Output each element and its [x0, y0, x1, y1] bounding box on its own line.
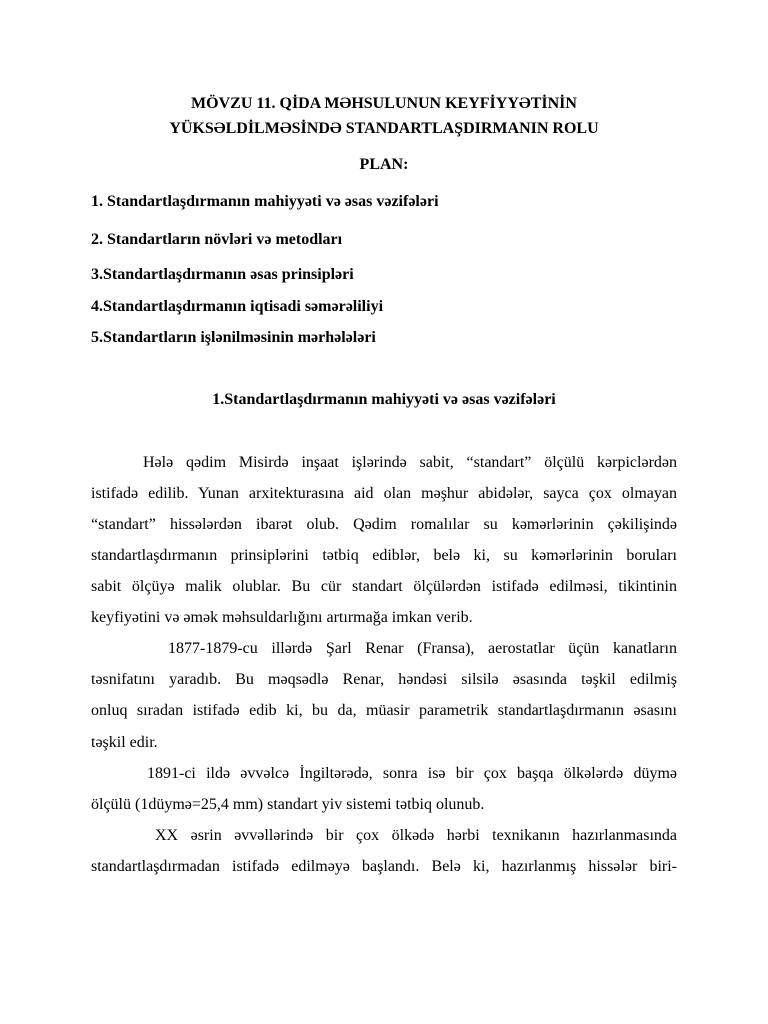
plan-item-5: 5.Standartların işlənilməsinin mərhələləri	[91, 329, 376, 346]
body-line: standartlaşdırmanın prinsiplərini tətbiq ediblər, belə ki, su kəmərlərinin boruları	[91, 547, 677, 564]
plan-item-2: 2. Standartların növləri və metodları	[91, 231, 343, 248]
body-line: onluq sıradan istifadə edib ki, bu da, müasir parametrik standartlaşdırmanın əsasını	[91, 702, 677, 719]
body-line: ölçülü (1düymə=25,4 mm) standart yiv sistemi tətbiq olunub.	[91, 796, 485, 813]
document-title-line-2: YÜKSƏLDİLMƏSİNDƏ STANDARTLAŞDIRMANIN ROLU	[169, 120, 599, 137]
plan-item-3: 3.Standartlaşdırmanın əsas prinsipləri	[91, 266, 354, 283]
body-line: təşkil edir.	[91, 734, 158, 751]
body-line: 1877-1879-cu illərdə Şarl Renar (Fransa), aerostatlar üçün kanatların	[168, 640, 677, 657]
body-line: “standart” hissələrdən ibarət olub. Qədim romalılar su kəmərlərinin çəkilişində	[91, 516, 677, 533]
section-heading: 1.Standartlaşdırmanın mahiyyəti və əsas vəzifələri	[212, 391, 556, 408]
body-line: sabit ölçüyə malik olublar. Bu cür standart ölçülərdən istifadə edilməsi, tikintinin	[91, 578, 677, 595]
document-title-line-1: MÖVZU 11. QİDA MƏHSULUNUN KEYFİYYƏTİNİN	[191, 95, 577, 112]
body-line: keyfiyətini və əmək məhsuldarlığını artırmağa imkan verib.	[91, 609, 473, 626]
plan-item-4: 4.Standartlaşdırmanın iqtisadi səmərəliliyi	[91, 298, 384, 315]
body-line: standartlaşdırmadan istifadə edilməyə başlandı. Belə ki, hazırlanmış hissələr biri-	[91, 858, 677, 875]
plan-item-1: 1. Standartlaşdırmanın mahiyyəti və əsas vəzifələri	[91, 193, 439, 210]
body-line: XX əsrin əvvəllərində bir çox ölkədə hərbi texnikanın hazırlanmasında	[155, 827, 677, 844]
body-line: istifadə edilib. Yunan arxitekturasına aid olan məşhur abidələr, sayca çox olmayan	[91, 485, 677, 502]
body-line: təsnifatını yaradıb. Bu məqsədlə Renar, həndəsi silsilə əsasında təşkil edilmiş	[91, 671, 677, 688]
plan-heading: PLAN:	[359, 156, 409, 173]
body-line: Hələ qədim Misirdə inşaat işlərində sabit, “standart” ölçülü kərpiclərdən	[143, 454, 677, 471]
body-line: 1891-ci ildə əvvəlcə İngiltərədə, sonra isə bir çox başqa ölkələrdə düymə	[147, 765, 677, 782]
